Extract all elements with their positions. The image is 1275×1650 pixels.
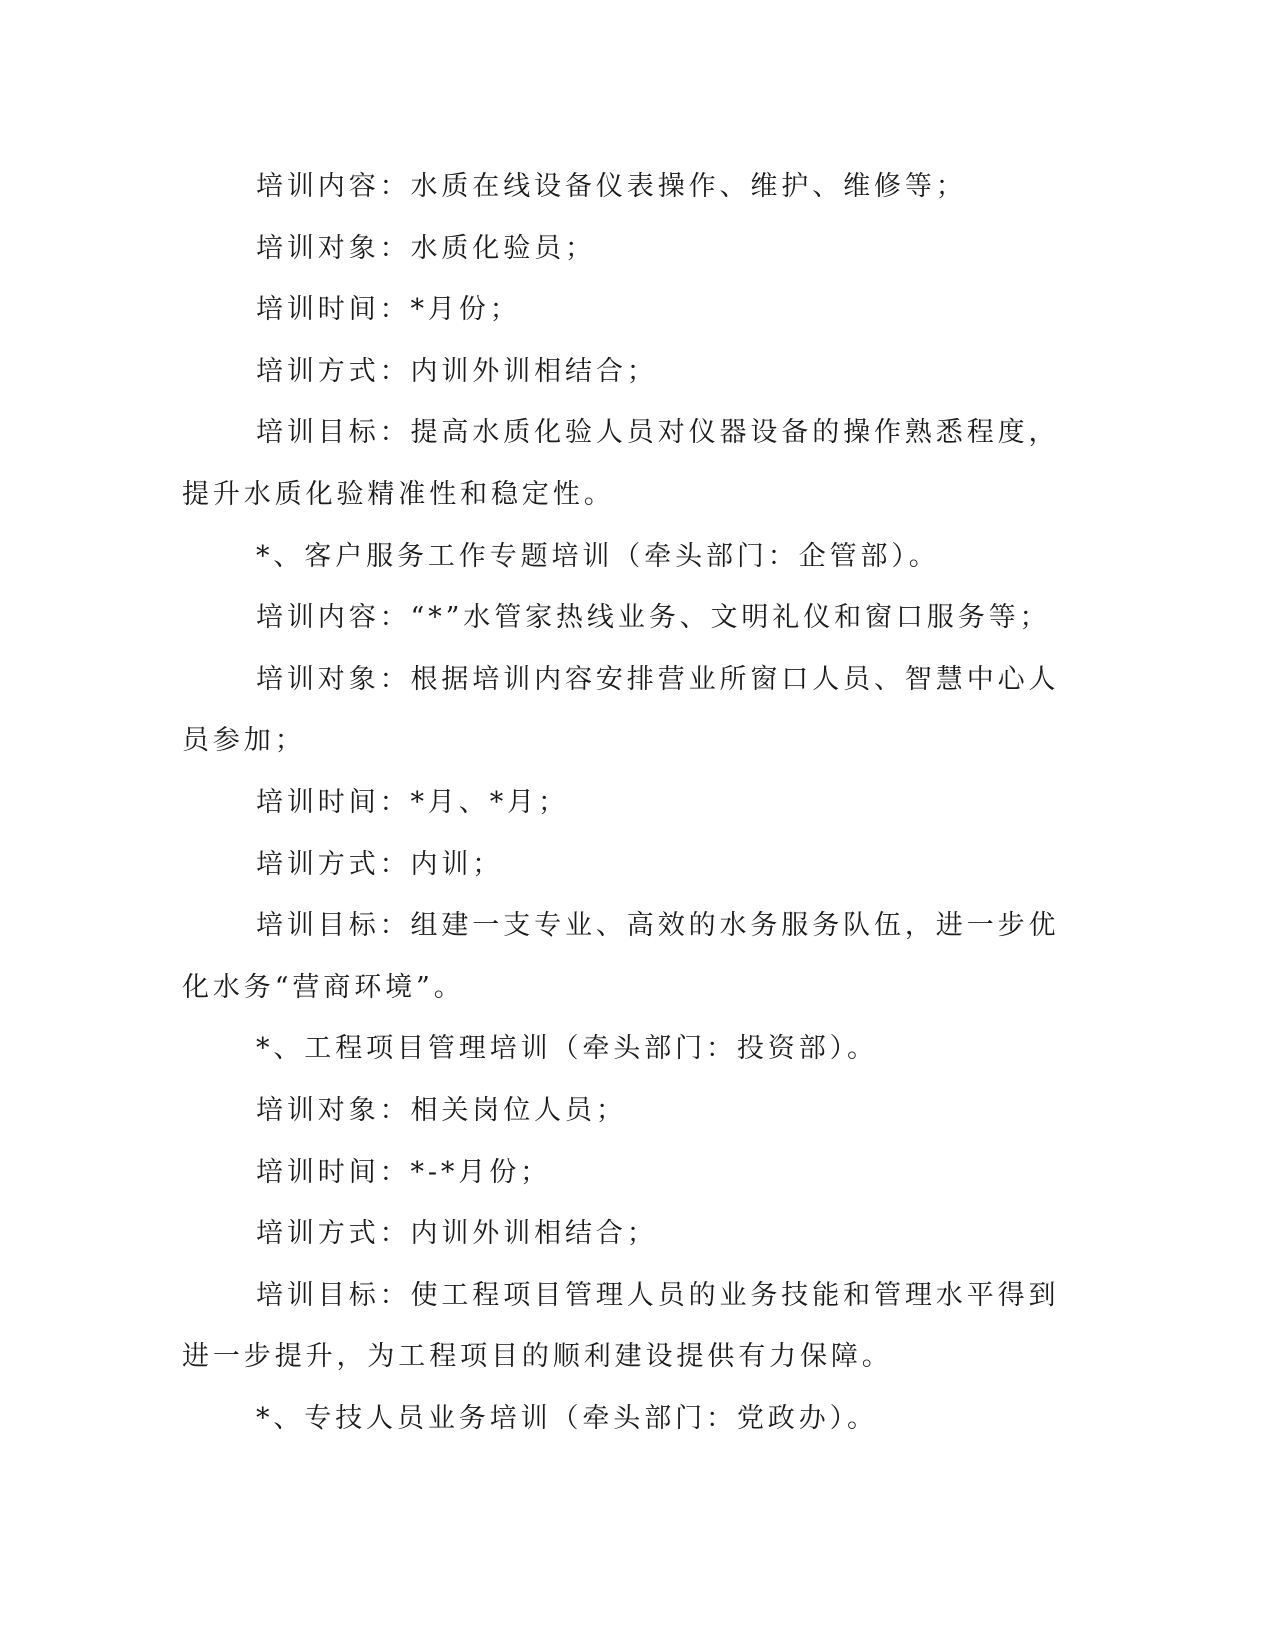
- paragraph-training-method-customer-service: 培训方式：内训；: [256, 848, 504, 880]
- paragraph-training-time-project-management: 培训时间：*-*月份；: [256, 1156, 552, 1188]
- paragraph-training-content-customer-service: 培训内容：“*”水管家热线业务、文明礼仪和窗口服务等；: [256, 602, 1051, 634]
- section-heading-technical-staff: *、专技人员业务培训（牵头部门：党政办）。: [256, 1402, 878, 1434]
- paragraph-training-goal-customer-service: 培训目标：组建一支专业、高效的水务服务队伍，进一步优化水务“营商环境”。: [182, 910, 1060, 1003]
- paragraph-training-target-water-quality: 培训对象：水质化验员；: [256, 232, 596, 264]
- paragraph-training-time-customer-service: 培训时间：*月、*月；: [256, 786, 569, 818]
- paragraph-training-target-project-management: 培训对象：相关岗位人员；: [256, 1094, 627, 1126]
- paragraph-training-target-customer-service: 培训对象：根据培训内容安排营业所窗口人员、智慧中心人员参加；: [182, 663, 1060, 757]
- paragraph-training-method-project-management: 培训方式：内训外训相结合；: [256, 1218, 658, 1250]
- paragraph-training-method-water-quality: 培训方式：内训外训相结合；: [256, 355, 658, 387]
- section-heading-project-management: *、工程项目管理培训（牵头部门：投资部）。: [256, 1033, 878, 1065]
- paragraph-training-goal-water-quality: 培训目标：提高水质化验人员对仪器设备的操作熟悉程度，提升水质化验精准性和稳定性。: [182, 417, 1060, 510]
- document-body: [182, 156, 1082, 1449]
- paragraph-training-time-water-quality: 培训时间：*月份；: [256, 294, 521, 326]
- section-heading-customer-service: *、客户服务工作专题培训（牵头部门：企管部）。: [256, 540, 940, 572]
- paragraph-training-goal-project-management: 培训目标：使工程项目管理人员的业务技能和管理水平得到进一步提升，为工程项目的顺利建设提供有力保障。: [182, 1279, 1060, 1373]
- paragraph-training-content-water-quality: 培训内容：水质在线设备仪表操作、维护、维修等；: [256, 171, 967, 202]
